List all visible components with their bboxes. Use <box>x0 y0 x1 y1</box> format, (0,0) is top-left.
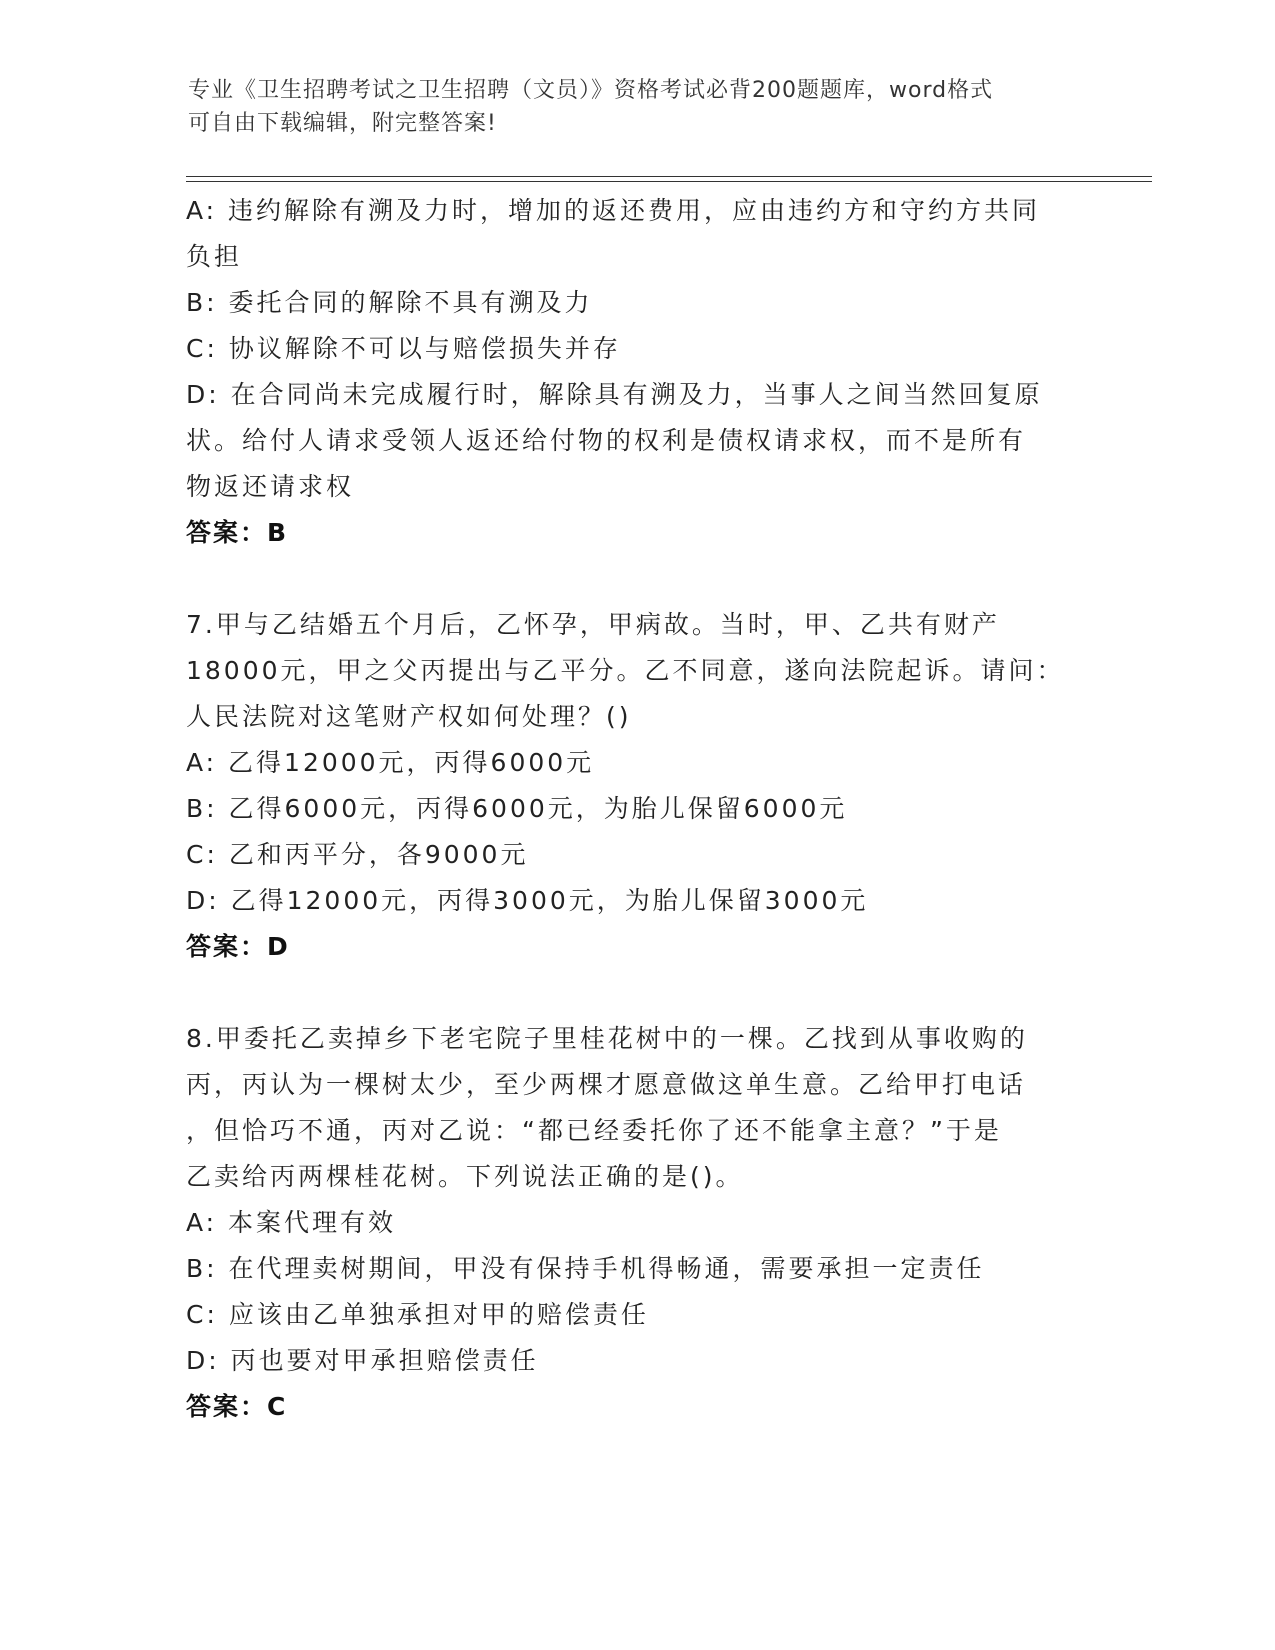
option-b: B: 乙得6000元，丙得6000元，为胎儿保留6000元 <box>186 794 848 823</box>
option-b: B: 委托合同的解除不具有溯及力 <box>186 288 593 317</box>
spacer <box>186 556 1086 602</box>
option-a-line-1: A: 违约解除有溯及力时，增加的返还费用，应由违约方和守约方共同 <box>186 196 1041 225</box>
header-divider-top <box>186 176 1152 177</box>
document-body <box>186 188 1086 1430</box>
question-stem-line-1: 8.甲委托乙卖掉乡下老宅院子里桂花树中的一棵。乙找到从事收购的 <box>186 1024 1028 1053</box>
option-d: D: 丙也要对甲承担赔偿责任 <box>186 1346 539 1375</box>
question-stem-line-1: 7.甲与乙结婚五个月后，乙怀孕，甲病故。当时，甲、乙共有财产 <box>186 610 1000 639</box>
option-d: D: 乙得12000元，丙得3000元，为胎儿保留3000元 <box>186 886 869 915</box>
question-8 <box>186 1016 1086 1430</box>
question-stem-line-2: 18000元，甲之父丙提出与乙平分。乙不同意，遂向法院起诉。请问： <box>186 656 1065 685</box>
header-divider-bottom <box>186 181 1152 182</box>
header-line-2: 可自由下载编辑，附完整答案! <box>188 111 497 136</box>
option-c: C: 协议解除不可以与赔偿损失并存 <box>186 334 621 363</box>
answer-label: 答案：C <box>186 1392 288 1421</box>
header-line-1: 专业《卫生招聘考试之卫生招聘（文员）》资格考试必背200题题库，word格式 <box>188 78 994 103</box>
option-c: C: 应该由乙单独承担对甲的赔偿责任 <box>186 1300 649 1329</box>
question-stem-line-3: 人民法院对这笔财产权如何处理？() <box>186 702 632 731</box>
answer-label: 答案：B <box>186 518 289 547</box>
option-c: C: 乙和丙平分，各9000元 <box>186 840 529 869</box>
option-a: A: 乙得12000元，丙得6000元 <box>186 748 595 777</box>
question-7 <box>186 602 1086 970</box>
answer-label: 答案：D <box>186 932 290 961</box>
option-d-line-1: D: 在合同尚未完成履行时，解除具有溯及力，当事人之间当然回复原 <box>186 380 1043 409</box>
option-d-line-2: 状。给付人请求受领人返还给付物的权利是债权请求权，而不是所有 <box>186 426 1027 455</box>
question-stem-line-2: 丙，丙认为一棵树太少，至少两棵才愿意做这单生意。乙给甲打电话 <box>186 1070 1027 1099</box>
option-b: B: 在代理卖树期间，甲没有保持手机得畅通，需要承担一定责任 <box>186 1254 985 1283</box>
question-6-continued <box>186 188 1086 556</box>
question-stem-line-4: 乙卖给丙两棵桂花树。下列说法正确的是()。 <box>186 1162 744 1191</box>
option-a: A: 本案代理有效 <box>186 1208 397 1237</box>
document-header <box>188 74 1068 140</box>
option-d-line-3: 物返还请求权 <box>186 472 355 501</box>
spacer <box>186 970 1086 1016</box>
option-a-line-2: 负担 <box>186 242 243 271</box>
question-stem-line-3: ，但恰巧不通，丙对乙说：“都已经委托你了还不能拿主意？”于是 <box>186 1116 1002 1145</box>
